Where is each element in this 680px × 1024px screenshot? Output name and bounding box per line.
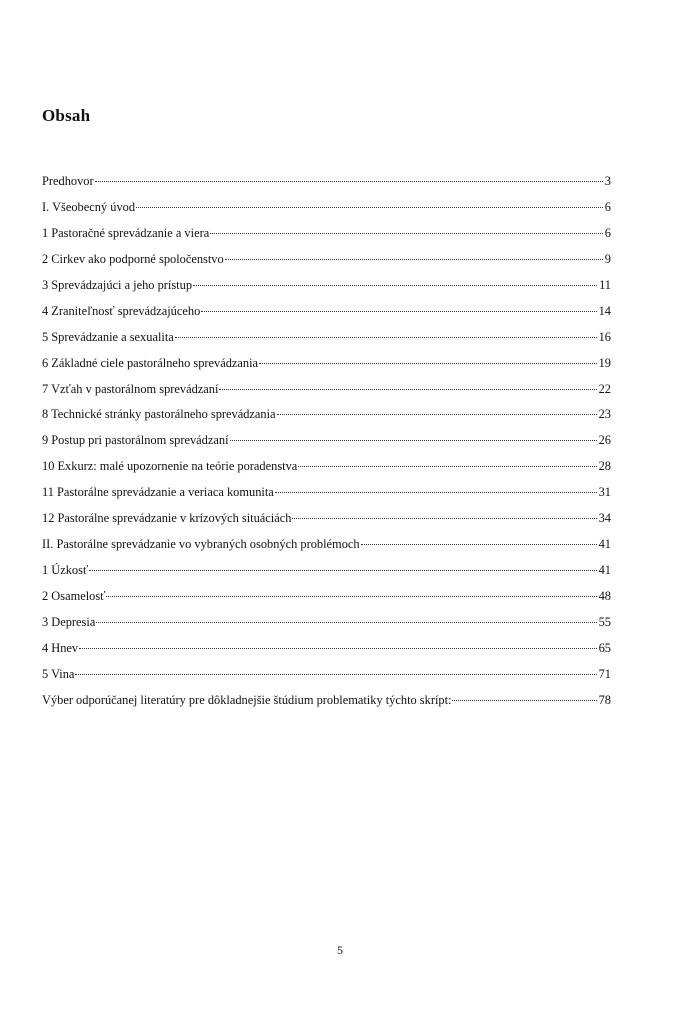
dot-leader <box>106 586 596 600</box>
toc-entry <box>42 506 611 532</box>
dot-leader <box>79 638 596 652</box>
dot-leader <box>89 560 596 574</box>
toc-entry-label: 5 Vina <box>42 666 75 681</box>
toc-entry-page: 11 <box>599 277 611 292</box>
toc-entry-label: 5 Sprevádzanie a sexualita <box>42 329 174 344</box>
toc-entry <box>42 247 611 273</box>
toc-entry-page: 19 <box>598 355 611 370</box>
toc-entry-label: 4 Hnev <box>42 640 79 655</box>
dot-leader <box>96 612 596 626</box>
toc-entry-label: 3 Sprevádzajúci a jeho prístup <box>42 277 193 292</box>
toc-entry <box>42 195 611 221</box>
toc-entry-page: 41 <box>598 563 611 578</box>
toc-entry <box>42 221 611 247</box>
toc-entry-page: 22 <box>598 381 611 396</box>
toc-entry <box>42 273 611 299</box>
toc-entry <box>42 377 611 403</box>
toc-entry <box>42 169 611 195</box>
toc-entry <box>42 351 611 377</box>
toc-entry-page: 28 <box>598 459 611 474</box>
toc-entry-page: 65 <box>598 640 611 655</box>
toc-entry <box>42 662 611 688</box>
toc-entry-label: 4 Zraniteľnosť sprevádzajúceho <box>42 303 201 318</box>
toc-entry-label: 2 Osamelosť <box>42 589 106 603</box>
toc-entry-label: 12 Pastorálne sprevádzanie v krízových situáciách <box>42 511 292 526</box>
page-title: Obsah <box>42 106 91 125</box>
dot-leader <box>225 249 603 263</box>
toc-entry <box>42 610 611 636</box>
toc-entry-label: 7 Vzťah v pastorálnom sprevádzaní <box>42 381 219 396</box>
toc-entry-page: 16 <box>598 329 611 344</box>
table-of-contents <box>42 169 611 714</box>
toc-entry-page: 55 <box>598 614 611 629</box>
toc-entry-page: 6 <box>604 199 611 214</box>
dot-leader <box>95 171 603 185</box>
toc-entry-label: 1 Úzkosť <box>42 563 89 578</box>
toc-entry-label: 1 Pastoračné sprevádzanie a viera <box>42 225 210 240</box>
dot-leader <box>259 353 597 367</box>
dot-leader <box>193 275 597 289</box>
toc-entry-page: 41 <box>598 537 611 552</box>
toc-entry-label: 2 Cirkev ako podporné spoločenstvo <box>42 251 224 266</box>
toc-entry-page: 34 <box>598 511 611 526</box>
toc-entry <box>42 325 611 351</box>
toc-entry-label: I. Všeobecný úvod <box>42 199 136 214</box>
dot-leader <box>292 508 596 522</box>
dot-leader <box>201 301 596 315</box>
dot-leader <box>230 430 597 444</box>
toc-entry <box>42 428 611 454</box>
toc-entry-page: 48 <box>598 589 611 603</box>
toc-entry-page: 71 <box>598 666 611 681</box>
toc-entry-label: 9 Postup pri pastorálnom sprevádzaní <box>42 433 229 448</box>
dot-leader <box>210 223 603 237</box>
toc-entry <box>42 454 611 480</box>
page-number: 5 <box>337 943 343 957</box>
dot-leader <box>275 482 597 496</box>
dot-leader <box>175 327 597 341</box>
toc-entry <box>42 402 611 428</box>
dot-leader <box>361 534 597 548</box>
toc-entry-page: 26 <box>598 433 611 448</box>
dot-leader <box>136 197 603 211</box>
toc-entry-page: 9 <box>604 251 611 266</box>
toc-entry <box>42 299 611 325</box>
toc-entry <box>42 532 611 558</box>
toc-entry-page: 31 <box>598 485 611 500</box>
dot-leader <box>277 404 597 418</box>
toc-entry-label: 10 Exkurz: malé upozornenie na teórie poradenstva <box>42 459 298 474</box>
dot-leader <box>452 690 596 704</box>
toc-entry <box>42 558 611 584</box>
toc-entry-label: 8 Technické stránky pastorálneho sprevádzania <box>42 407 276 422</box>
dot-leader <box>298 456 596 470</box>
toc-entry-label: 11 Pastorálne sprevádzanie a veriaca komunita <box>42 485 274 500</box>
dot-leader <box>75 664 596 678</box>
toc-entry-label: II. Pastorálne sprevádzanie vo vybraných osobných problémoch <box>42 537 360 552</box>
toc-entry-label: 3 Depresia <box>42 614 96 629</box>
toc-entry <box>42 636 611 662</box>
toc-entry-page: 6 <box>604 225 611 240</box>
toc-entry <box>42 688 611 714</box>
toc-entry-page: 14 <box>598 303 611 318</box>
toc-entry-label: Predhovor <box>42 174 94 188</box>
toc-entry-page: 23 <box>598 407 611 422</box>
toc-entry-page: 3 <box>604 174 611 188</box>
toc-entry-label: 6 Základné ciele pastorálneho sprevádzania <box>42 355 259 370</box>
toc-entry <box>42 584 611 610</box>
toc-entry-page: 78 <box>598 692 611 707</box>
toc-entry <box>42 480 611 506</box>
toc-entry-label: Výber odporúčanej literatúry pre dôkladnejšie štúdium problematiky týchto skrípt: <box>42 692 452 707</box>
dot-leader <box>219 379 596 393</box>
